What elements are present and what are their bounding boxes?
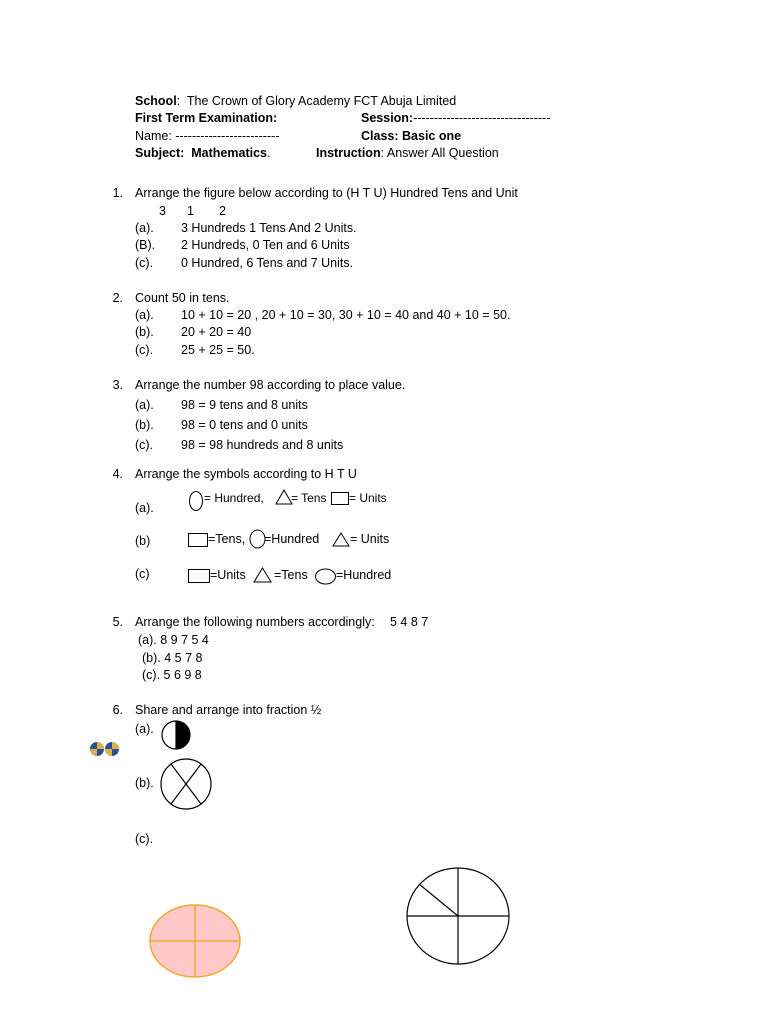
- logo-icon: [89, 740, 121, 758]
- question-4-text: Arrange the symbols according to H T U: [135, 467, 357, 481]
- option-label: (a).: [135, 398, 154, 412]
- triangle-symbol-icon: [253, 567, 272, 583]
- triangle-symbol-icon: [332, 532, 350, 547]
- quartered-oval-icon: [148, 903, 242, 979]
- option-text: 2 Hundreds, 0 Ten and 6 Units: [181, 238, 350, 252]
- question-number: 3.: [112, 378, 123, 392]
- symbol-text: =Tens: [274, 568, 308, 582]
- question-6-text: Share and arrange into fraction ½: [135, 703, 322, 717]
- question-1-text: Arrange the figure below according to (H T U) Hundred Tens and Unit: [135, 186, 518, 200]
- symbol-text: =Hundred: [264, 532, 320, 546]
- q1-digit: 3: [159, 204, 166, 218]
- question-number: 6.: [112, 703, 123, 717]
- divided-circle-icon: [159, 757, 213, 811]
- q5-digits: 5 4 8 7: [390, 615, 429, 629]
- question-5-text: Arrange the following numbers accordingly:: [135, 615, 375, 629]
- session-line: [361, 111, 550, 126]
- option-label: (b): [135, 534, 151, 548]
- option-text: 10 + 10 = 20 , 20 + 10 = 30, 30 + 10 = 40 and 40 + 10 = 50.: [181, 308, 511, 322]
- question-number: 2.: [112, 291, 123, 305]
- symbol-text: = Hundred,: [204, 491, 264, 505]
- option-text: 0 Hundred, 6 Tens and 7 Units.: [181, 256, 354, 270]
- instruction-value: Answer All Question: [386, 146, 499, 160]
- option-label: (b).: [135, 776, 154, 790]
- rectangle-symbol-icon: [331, 492, 349, 506]
- option-label: (b).: [135, 418, 154, 432]
- question-number: 1.: [112, 186, 123, 200]
- school-name: The Crown of Glory Academy FCT Abuja Limited: [186, 94, 457, 108]
- rectangle-symbol-icon: [188, 533, 208, 548]
- symbol-text: = Units: [349, 491, 387, 505]
- question-number: 5.: [112, 615, 123, 629]
- school-label: School: [135, 94, 177, 108]
- oval-symbol-icon: [188, 490, 204, 512]
- symbol-text: =Units: [210, 568, 246, 582]
- question-number: 4.: [112, 467, 123, 481]
- option-label: (c).: [135, 256, 154, 270]
- option-label: (B).: [135, 238, 156, 252]
- option-label: (c): [135, 567, 150, 581]
- session-blank: ---------------------------------: [413, 111, 551, 125]
- school-line: School: The Crown of Glory Academy FCT Abuja Limited: [135, 94, 457, 108]
- name-line: [135, 129, 279, 144]
- q1-digit: 2: [219, 204, 226, 218]
- symbol-text: =Hundred: [336, 568, 392, 582]
- name-blank: -------------------------: [175, 129, 280, 143]
- symbol-text: = Units: [350, 532, 390, 546]
- subject-value: Mathematics: [191, 146, 267, 160]
- name-label: Name:: [135, 129, 172, 143]
- option-text: 98 = 0 tens and 0 units: [181, 418, 308, 432]
- q1-digit: 1: [187, 204, 194, 218]
- class-label: Class:: [361, 129, 399, 143]
- session-label: Session:: [361, 111, 414, 125]
- option-label: (a).: [135, 722, 154, 736]
- symbol-text: =Tens,: [208, 532, 246, 546]
- class-value: Basic one: [402, 129, 462, 143]
- option-text: (c). 5 6 9 8: [142, 668, 202, 682]
- option-label: (b).: [135, 325, 154, 339]
- option-label: (a).: [135, 221, 154, 235]
- option-text: 98 = 98 hundreds and 8 units: [181, 438, 344, 452]
- exam-label: First Term Examination:: [135, 111, 278, 125]
- class-line: [361, 129, 461, 144]
- option-text: (b). 4 5 7 8: [142, 651, 203, 665]
- instruction-line: Instruction: Answer All Question: [316, 146, 499, 160]
- subject-label: Subject:: [135, 146, 185, 160]
- instruction-label: Instruction: [316, 146, 381, 160]
- question-3-text: Arrange the number 98 according to place value.: [135, 378, 406, 392]
- symbol-text: = Tens: [291, 491, 327, 505]
- option-label: (c).: [135, 343, 154, 357]
- half-shaded-circle-icon: [160, 719, 192, 751]
- option-text: 98 = 9 tens and 8 units: [181, 398, 308, 412]
- option-label: (a).: [135, 501, 154, 515]
- option-label: (a).: [135, 308, 154, 322]
- option-label: (c).: [135, 438, 154, 452]
- option-text: (a). 8 9 7 5 4: [138, 633, 209, 647]
- exam-title: [135, 111, 277, 126]
- option-text: 20 + 20 = 40: [181, 325, 252, 339]
- option-label: (c).: [135, 832, 154, 846]
- question-2-text: Count 50 in tens.: [135, 291, 230, 305]
- rectangle-symbol-icon: [188, 569, 210, 584]
- option-text: 25 + 25 = 50.: [181, 343, 255, 357]
- option-text: 3 Hundreds 1 Tens And 2 Units.: [181, 221, 357, 235]
- oval-symbol-icon: [314, 568, 337, 585]
- sectioned-circle-icon: [405, 866, 511, 966]
- subject-line: Subject: Mathematics.: [135, 146, 271, 160]
